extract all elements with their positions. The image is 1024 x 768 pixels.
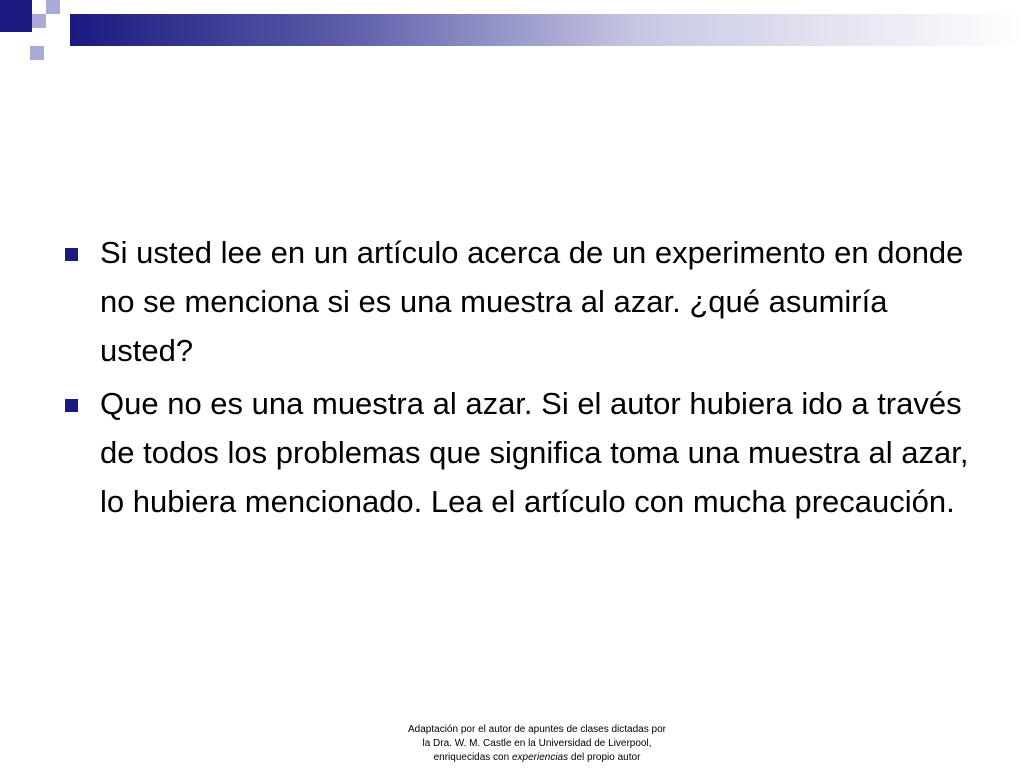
bullet-text-answer: Que no es una muestra al azar. Si el autor hubiera ido a través de todos los problemas que significa toma una muestra al azar, lo hubiera mencionado. Lea el artículo con mucha precaución. xyxy=(100,386,969,519)
deco-square-light-bottom xyxy=(30,46,44,60)
square-bullet-icon xyxy=(65,248,78,261)
deco-square-light-mid xyxy=(32,14,46,28)
bullet-text-question: Si usted lee en un artículo acerca de un experimento en donde no se menciona si es una muestra al azar. ¿qué asumiría usted? xyxy=(100,235,964,368)
footer-line-3 xyxy=(360,751,714,765)
footer-line-2: la Dra. W. M. Castle en la Universidad de Liverpool, xyxy=(422,738,652,749)
footer-line-1: Adaptación por el autor de apuntes de clases dictadas por xyxy=(408,724,666,735)
header-gradient-bar xyxy=(70,14,1024,46)
footer-line-3-emphasis: experiencias xyxy=(511,752,569,763)
deco-square-light-top xyxy=(46,0,60,14)
bullet-list xyxy=(62,228,982,526)
header-decoration xyxy=(0,0,1024,70)
deco-square-navy-small xyxy=(14,16,28,30)
footer-credit xyxy=(360,723,714,765)
bullet-item-question xyxy=(62,228,982,375)
footer-line-3-prefix: enriquecidas con xyxy=(433,752,512,763)
bullet-item-answer xyxy=(62,379,982,526)
footer-line-3-suffix: del propio autor xyxy=(568,752,641,763)
square-bullet-icon xyxy=(65,399,78,412)
slide-content xyxy=(62,228,982,530)
